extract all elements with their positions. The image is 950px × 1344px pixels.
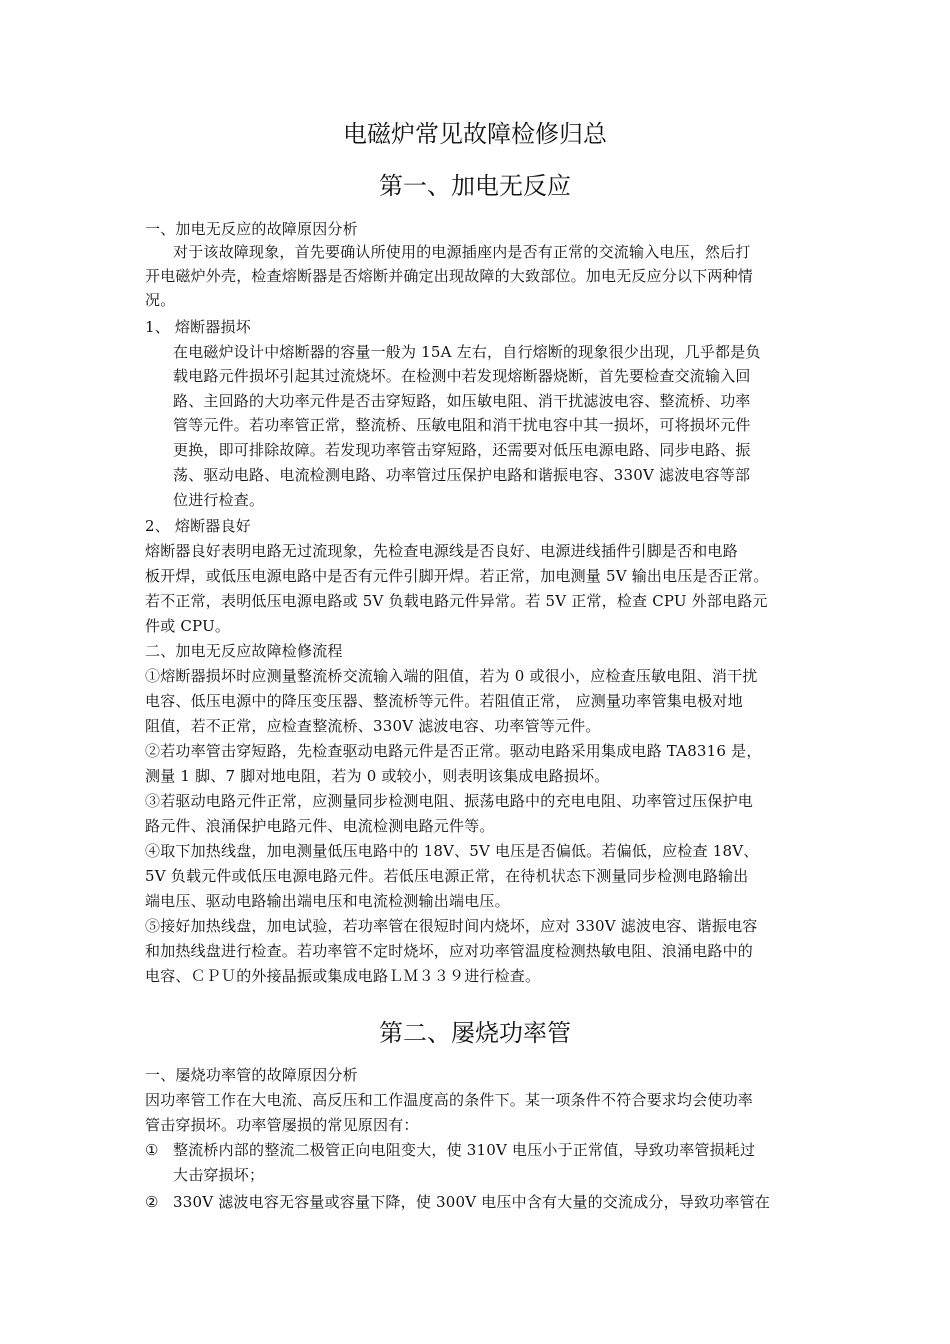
list-item-line: 路、主回路的大功率元件是否击穿短路，如压敏电阻、消干扰滤波电容、整流桥、功率 xyxy=(173,392,751,410)
list-item-line: 荡、驱动电路、电流检测电路、功率管过压保护电路和谐振电容、330V 滤波电容等部 xyxy=(173,466,751,484)
list-item-title: 1、 熔断器损坏 xyxy=(145,318,251,336)
list-item-line: 载电路元件损坏引起其过流烧坏。在检测中若发现熔断器烧断，首先要检查交流输入回 xyxy=(173,367,751,385)
list-item-line: 位进行检查。 xyxy=(173,491,265,509)
bullet-marker: ① xyxy=(145,1141,159,1159)
list-item-line: 330V 滤波电容无容量或容量下降，使 300V 电压中含有大量的交流成分，导致功率管在 xyxy=(173,1193,771,1211)
bullet-marker: ② xyxy=(145,1193,159,1211)
paragraph-line: ③若驱动电路元件正常，应测量同步检测电阻、振荡电路中的充电电阻、功率管过压保护电 xyxy=(145,792,754,810)
paragraph-line: ④取下加热线盘，加电测量低压电路中的 18V、5V 电压是否偏低。若偏低，应检查 18V、 xyxy=(145,842,759,860)
paragraph-line: 熔断器良好表明电路无过流现象，先检查电源线是否良好、电源进线插件引脚是否和电路 xyxy=(145,542,738,560)
paragraph-line: ①熔断器损坏时应测量整流桥交流输入端的阻值，若为 0 或很小，应检查压敏电阻、消干扰 xyxy=(145,667,758,685)
paragraph-line: 管击穿损坏。功率管屡损的常见原因有： xyxy=(145,1116,419,1134)
list-item-line: 更换，即可排除故障。若发现功率管击穿短路，还需要对低压电源电路、同步电路、振 xyxy=(173,441,751,459)
list-item-line: 管等元件。若功率管正常，整流桥、压敏电阻和消干扰电容中其一损坏，可将损坏元件 xyxy=(173,416,751,434)
section-1-heading-1: 一、加电无反应的故障原因分析 xyxy=(145,220,358,238)
paragraph-line: 5V 负载元件或低压电源电路元件。若低压电源正常，在待机状态下测量同步检测电路输出 xyxy=(145,867,749,885)
paragraph-line: 若不正常，表明低压电源电路或 5V 负载电路元件异常。若 5V 正常，检查 CPU 外部电路元 xyxy=(145,592,768,610)
paragraph-line: ⑤接好加热线盘，加电试验，若功率管在很短时间内烧坏，应对 330V 滤波电容、谐振电容 xyxy=(145,917,758,935)
list-item-line: 在电磁炉设计中熔断器的容量一般为 15A 左右，自行熔断的现象很少出现，几乎都是负 xyxy=(173,343,761,361)
paragraph-line: 对于该故障现象，首先要确认所使用的电源插座内是否有正常的交流输入电压，然后打 xyxy=(173,243,751,261)
paragraph-line: 电容、ＣＰＵ的外接晶振或集成电路ＬＭ３３９进行检查。 xyxy=(145,967,541,985)
paragraph-line: 况。 xyxy=(145,291,176,309)
paragraph-line: 阻值，若不正常，应检查整流桥、330V 滤波电容、功率管等元件。 xyxy=(145,717,601,735)
paragraph-line: ②若功率管击穿短路，先检查驱动电路元件是否正常。驱动电路采用集成电路 TA8316 是， xyxy=(145,742,762,760)
paragraph-line: 板开焊，或低压电源电路中是否有元件引脚开焊。若正常，加电测量 5V 输出电压是否正常。 xyxy=(145,567,769,585)
section-1-title: 第一、加电无反应 xyxy=(379,172,571,200)
list-item-title: 2、 熔断器良好 xyxy=(145,517,251,535)
paragraph-line: 因功率管工作在大电流、高反压和工作温度高的条件下。某一项条件不符合要求均会使功率 xyxy=(145,1091,754,1109)
section-1-heading-2: 二、加电无反应故障检修流程 xyxy=(145,642,343,660)
section-2-title: 第二、屡烧功率管 xyxy=(379,1019,571,1047)
document-title: 电磁炉常见故障检修归总 xyxy=(343,120,607,148)
paragraph-line: 件或 CPU。 xyxy=(145,617,231,635)
paragraph-line: 端电压、驱动电路输出端电压和电流检测输出端电压。 xyxy=(145,892,510,910)
paragraph-line: 开电磁炉外壳，检查熔断器是否熔断并确定出现故障的大致部位。加电无反应分以下两种情 xyxy=(145,267,754,285)
paragraph-line: 测量 1 脚、7 脚对地电阻，若为 0 或较小，则表明该集成电路损坏。 xyxy=(145,767,610,785)
list-item-line: 大击穿损坏； xyxy=(173,1166,265,1184)
paragraph-line: 路元件、浪涌保护电路元件、电流检测电路元件等。 xyxy=(145,817,495,835)
paragraph-line: 电容、低压电源中的降压变压器、整流桥等元件。若阻值正常， 应测量功率管集电极对地 xyxy=(145,692,743,710)
paragraph-line: 和加热线盘进行检查。若功率管不定时烧坏，应对功率管温度检测热敏电阻、浪涌电路中的 xyxy=(145,942,754,960)
list-item-line: 整流桥内部的整流二极管正向电阻变大，使 310V 电压小于正常值，导致功率管损耗过 xyxy=(173,1141,756,1159)
section-2-heading-1: 一、屡烧功率管的故障原因分析 xyxy=(145,1066,358,1084)
